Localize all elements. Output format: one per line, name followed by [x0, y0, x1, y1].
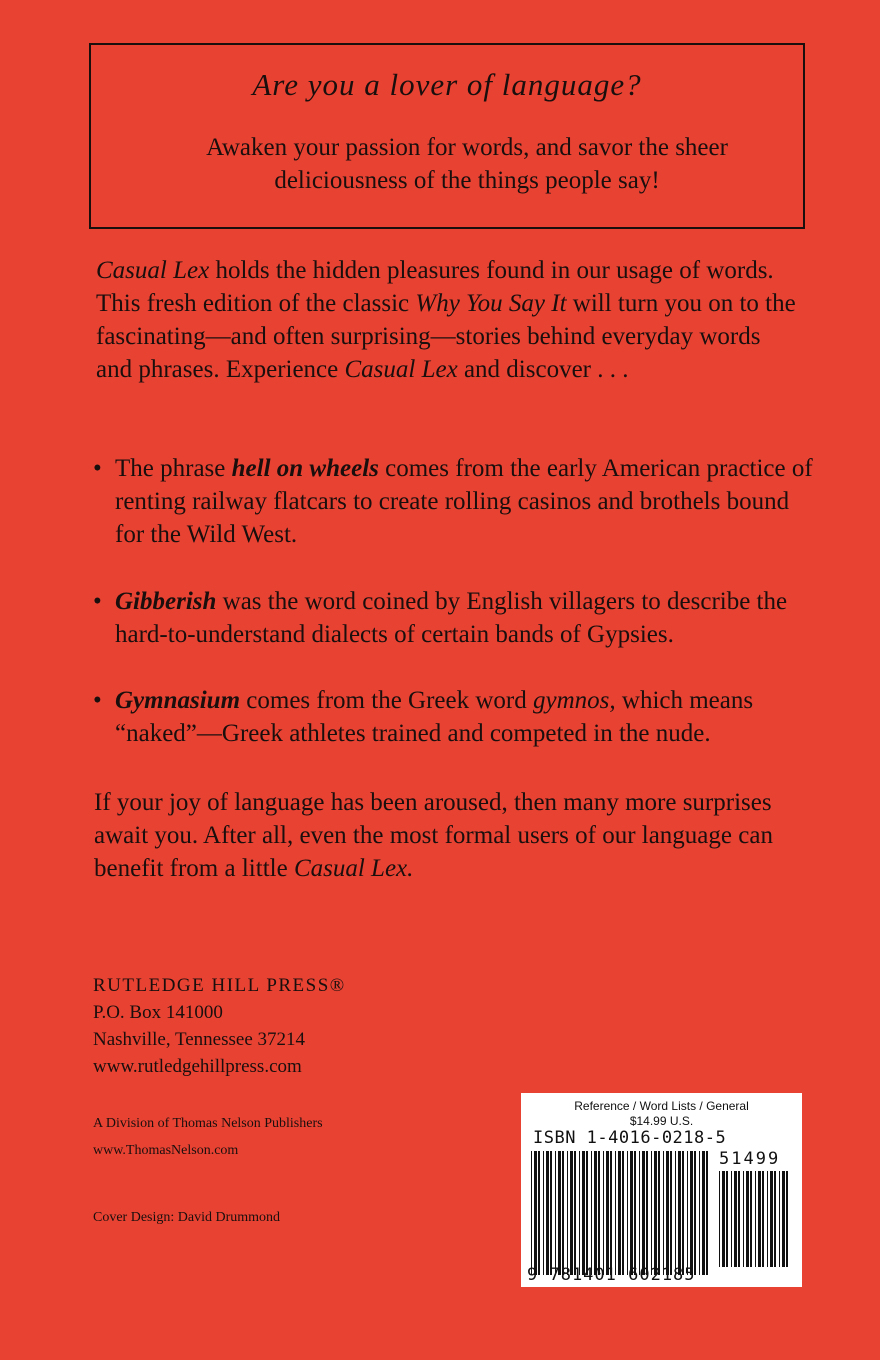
- bullet-item: • The phrase hell on wheels comes from the early American practice of renting railway flatcars to create rolling casinos and brothels bound for the Wild West.: [93, 452, 823, 551]
- barcode-bar: [651, 1151, 652, 1275]
- barcode-bar: [666, 1151, 669, 1275]
- barcode-bar: [743, 1171, 744, 1267]
- barcode-bar: [642, 1151, 645, 1275]
- barcode-bar: [550, 1151, 552, 1275]
- barcode-addon-digits: 51499: [719, 1149, 781, 1169]
- barcode-bar: [591, 1151, 592, 1275]
- intro-title: Casual Lex: [96, 257, 210, 284]
- barcode-bar: [678, 1151, 681, 1275]
- barcode-addon-bars: [719, 1171, 791, 1267]
- bullet-marker: •: [93, 455, 102, 482]
- cover-credit: Cover Design: David Drummond: [93, 1210, 281, 1225]
- publisher-po-box: P.O. Box 141000: [93, 1002, 223, 1023]
- barcode-isbn: ISBN 1-4016-0218-5: [533, 1128, 727, 1148]
- barcode-bar: [570, 1151, 573, 1275]
- barcode-bar: [734, 1171, 737, 1267]
- barcode-bar: [567, 1151, 568, 1275]
- barcode-bar: [770, 1171, 773, 1267]
- barcode-bar: [531, 1151, 532, 1275]
- publisher-city: Nashville, Tennessee 37214: [93, 1029, 306, 1050]
- barcode-bar: [690, 1151, 693, 1275]
- barcode-bar: [598, 1151, 600, 1275]
- barcode-bar: [758, 1171, 761, 1267]
- callout-box: [89, 43, 805, 229]
- barcode-bar: [622, 1151, 624, 1275]
- bullet-marker: •: [93, 588, 102, 615]
- classic-title: Why You Say It: [415, 290, 567, 317]
- barcode-bar: [610, 1151, 612, 1275]
- barcode-bar: [618, 1151, 621, 1275]
- barcode-bar: [543, 1151, 544, 1275]
- barcode-bar: [663, 1151, 664, 1275]
- barcode-bar: [786, 1171, 788, 1267]
- callout-heading: Are you a lover of language?: [252, 67, 642, 102]
- barcode-bar: [762, 1171, 764, 1267]
- closing-title: Casual Lex.: [293, 855, 414, 882]
- barcode-bar: [555, 1151, 556, 1275]
- barcode-bar: [699, 1151, 700, 1275]
- barcode-digits: 9 781401 602185: [527, 1265, 696, 1285]
- barcode-bar: [702, 1151, 705, 1275]
- publisher-block: [93, 972, 346, 1080]
- barcode-bar: [538, 1151, 540, 1275]
- barcode-bar: [594, 1151, 597, 1275]
- barcode-bar: [722, 1171, 725, 1267]
- barcode-bar: [582, 1151, 585, 1275]
- barcode-bar: [658, 1151, 660, 1275]
- barcode-bar: [627, 1151, 628, 1275]
- barcode-bar: [774, 1171, 776, 1267]
- barcode-bar: [726, 1171, 728, 1267]
- barcode-bar: [534, 1151, 537, 1275]
- barcode-bar: [670, 1151, 672, 1275]
- barcode-bar: [779, 1171, 780, 1267]
- barcode-bar: [646, 1151, 648, 1275]
- division-block: [93, 1110, 323, 1164]
- barcode-bar: [546, 1151, 549, 1275]
- publisher-name: RUTLEDGE HILL PRESS®: [93, 975, 346, 996]
- closing-paragraph: If your joy of language has been aroused, then many more surprises await you. After all, even the most formal users of our language can benefit from a little Casual Lex.: [94, 789, 773, 882]
- barcode-bar: [687, 1151, 688, 1275]
- barcode-bar: [682, 1151, 684, 1275]
- barcode-bar: [586, 1151, 588, 1275]
- division-website: www.ThomasNelson.com: [93, 1143, 239, 1158]
- barcode-bar: [694, 1151, 696, 1275]
- barcode-bar: [767, 1171, 768, 1267]
- barcode-bar: [639, 1151, 640, 1275]
- bullet-marker: •: [93, 687, 102, 714]
- barcode-bar: [558, 1151, 561, 1275]
- barcode-bar: [706, 1151, 708, 1275]
- barcode-panel: [521, 1093, 802, 1287]
- barcode-bar: [603, 1151, 604, 1275]
- division-name: A Division of Thomas Nelson Publishers: [93, 1116, 323, 1131]
- barcode-bar: [738, 1171, 740, 1267]
- barcode-bar: [615, 1151, 616, 1275]
- barcode-bar: [579, 1151, 580, 1275]
- barcode-bar: [630, 1151, 633, 1275]
- bullet-term: Gibberish: [115, 588, 217, 615]
- barcode-bar: [654, 1151, 657, 1275]
- barcode-bar: [782, 1171, 785, 1267]
- callout-body: Awaken your passion for words, and savor the sheer deliciousness of the things people say!: [206, 134, 728, 194]
- barcode-bar: [750, 1171, 752, 1267]
- bullet-item: • Gibberish was the word coined by English villagers to describe the hard-to-understand dialects of certain bands of Gypsies.: [93, 585, 823, 651]
- barcode-bar: [634, 1151, 636, 1275]
- bullet-item: • Gymnasium comes from the Greek word gymnos, which means “naked”—Greek athletes trained and competed in the nude.: [93, 684, 823, 750]
- barcode-bar: [574, 1151, 576, 1275]
- barcode-bars: [531, 1151, 711, 1275]
- intro-paragraph: Casual Lex holds the hidden pleasures found in our usage of words. This fresh edition of the classic Why You Say It will turn you on to the fascinating—and often surprising—stories behind everyday words and phrases. Experience Casual Lex and discover . . .: [96, 257, 796, 383]
- barcode-bar: [675, 1151, 676, 1275]
- bullet-term: hell on wheels: [231, 455, 379, 482]
- bullet-term: Gymnasium: [115, 687, 241, 714]
- barcode-bar: [746, 1171, 749, 1267]
- barcode-category: Reference / Word Lists / General: [574, 1099, 749, 1113]
- barcode-bar: [731, 1171, 732, 1267]
- publisher-website: www.rutledgehillpress.com: [93, 1056, 302, 1077]
- barcode-bar: [562, 1151, 564, 1275]
- barcode-price: $14.99 U.S.: [629, 1114, 694, 1128]
- barcode-bar: [755, 1171, 756, 1267]
- barcode-bar: [719, 1171, 720, 1267]
- barcode-bar: [606, 1151, 609, 1275]
- greek-word: gymnos,: [533, 687, 616, 714]
